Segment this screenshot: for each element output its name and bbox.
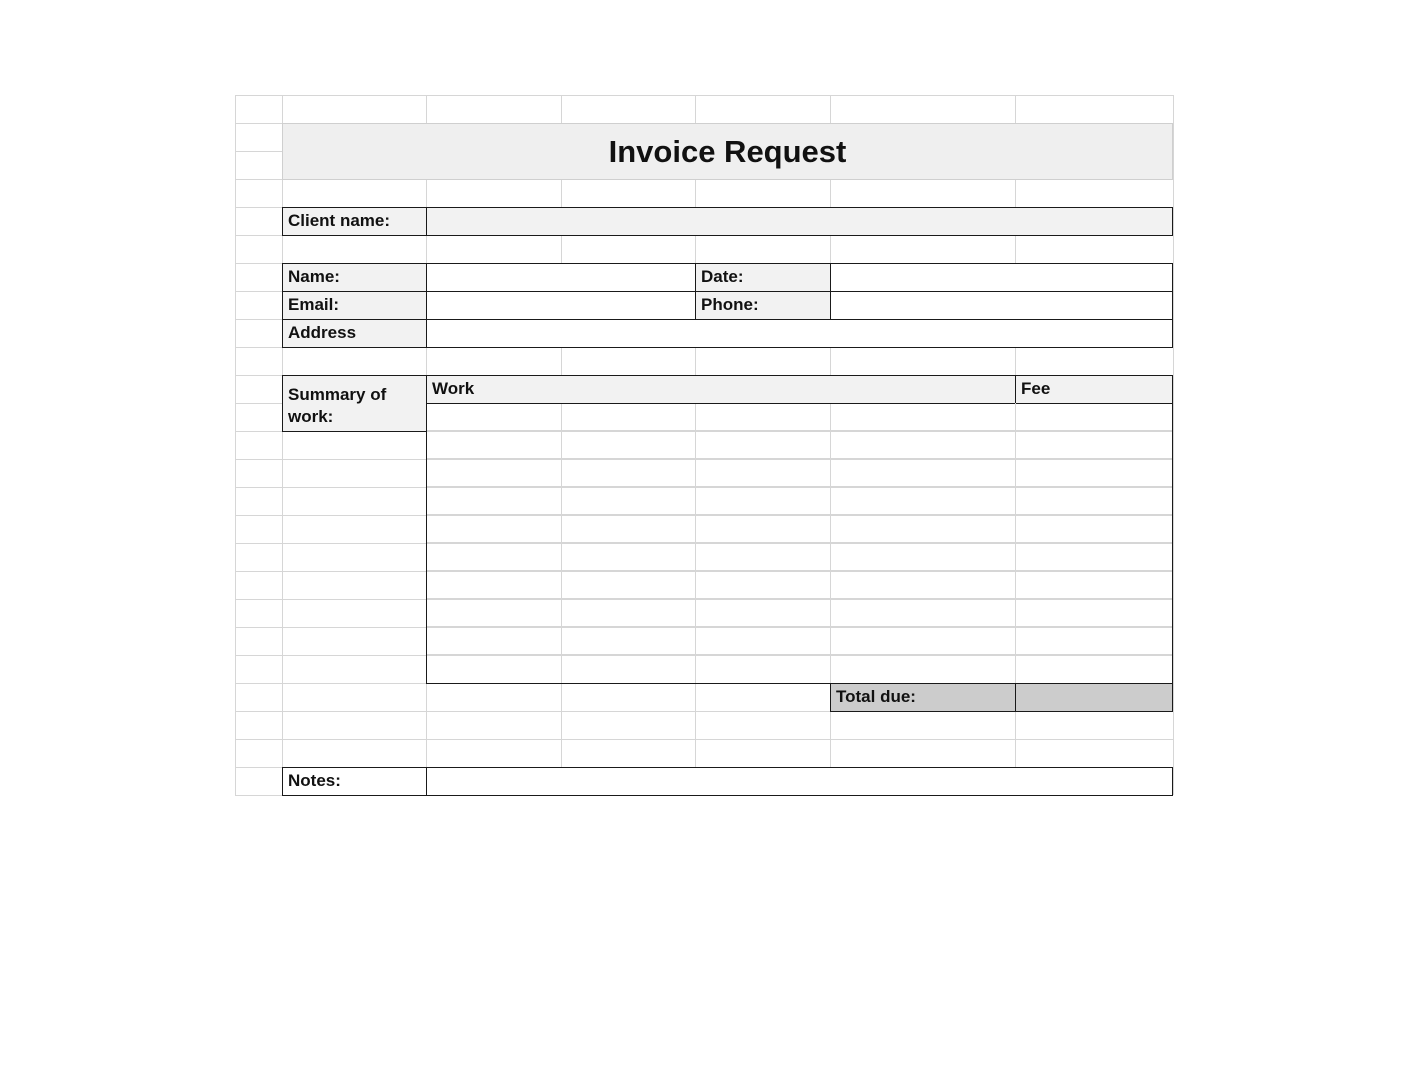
work-column-header: Work <box>426 375 1016 404</box>
phone-label: Phone: <box>695 291 831 320</box>
work-cell[interactable] <box>427 515 1016 543</box>
fee-cell[interactable] <box>1016 543 1172 571</box>
notes-label: Notes: <box>282 767 427 796</box>
work-cell[interactable] <box>427 459 1016 487</box>
fee-cell[interactable] <box>1016 599 1172 627</box>
work-cell[interactable] <box>427 655 1016 683</box>
work-cell[interactable] <box>427 431 1016 459</box>
client-name-field[interactable] <box>426 207 1173 236</box>
fee-cell[interactable] <box>1016 431 1172 459</box>
name-label: Name: <box>282 263 427 292</box>
fee-cell[interactable] <box>1016 627 1172 655</box>
address-label: Address <box>282 319 427 348</box>
address-field[interactable] <box>426 319 1173 348</box>
total-due-label: Total due: <box>830 683 1016 712</box>
fee-cell[interactable] <box>1016 459 1172 487</box>
grid-column-line <box>282 95 283 795</box>
email-field[interactable] <box>426 291 696 320</box>
name-field[interactable] <box>426 263 696 292</box>
fee-cell[interactable] <box>1016 487 1172 515</box>
summary-of-work-label: Summary of work: <box>282 375 427 432</box>
work-cell[interactable] <box>427 487 1016 515</box>
total-due-value[interactable] <box>1015 683 1173 712</box>
work-cell[interactable] <box>427 571 1016 599</box>
page-title: Invoice Request <box>282 123 1173 180</box>
client-name-label: Client name: <box>282 207 427 236</box>
email-label: Email: <box>282 291 427 320</box>
fee-cell[interactable] <box>1016 571 1172 599</box>
fee-cell[interactable] <box>1016 655 1172 683</box>
fee-column-header: Fee <box>1015 375 1173 404</box>
date-field[interactable] <box>830 263 1173 292</box>
work-cell[interactable] <box>427 599 1016 627</box>
notes-field[interactable] <box>426 767 1173 796</box>
work-cell[interactable] <box>427 627 1016 655</box>
work-cell[interactable] <box>427 403 1016 431</box>
date-label: Date: <box>695 263 831 292</box>
work-cell[interactable] <box>427 543 1016 571</box>
grid-column-line <box>1173 95 1174 795</box>
fee-cell[interactable] <box>1016 515 1172 543</box>
grid-row-line <box>235 739 1173 740</box>
phone-field[interactable] <box>830 291 1173 320</box>
fee-cell[interactable] <box>1016 403 1172 431</box>
